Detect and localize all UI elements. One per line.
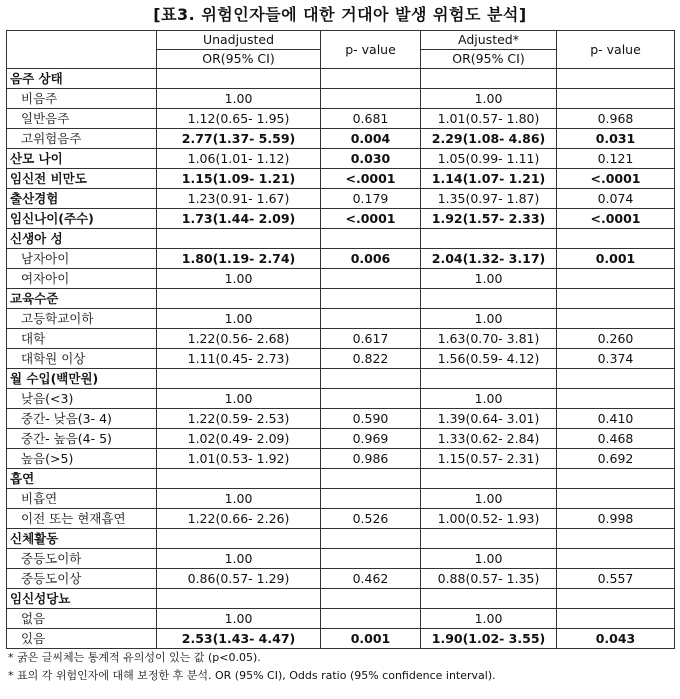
- unadjusted-p: [321, 229, 421, 249]
- unadjusted-p: [321, 529, 421, 549]
- table-row: [7, 549, 675, 569]
- unadjusted-or: 1.11(0.45- 2.73): [157, 349, 321, 369]
- row-label: 임신성당뇨: [7, 589, 157, 609]
- table-row: [7, 269, 675, 289]
- header-adjusted: Adjusted*: [421, 31, 557, 50]
- adjusted-p: [557, 549, 675, 569]
- adjusted-or: 1.33(0.62- 2.84): [421, 429, 557, 449]
- adjusted-p: 0.374: [557, 349, 675, 369]
- row-label: 출산경험: [7, 189, 157, 209]
- unadjusted-or: 0.86(0.57- 1.29): [157, 569, 321, 589]
- unadjusted-or: 1.15(1.09- 1.21): [157, 169, 321, 189]
- unadjusted-p: 0.969: [321, 429, 421, 449]
- table-row: [7, 609, 675, 629]
- adjusted-p: [557, 369, 675, 389]
- unadjusted-p: <.0001: [321, 209, 421, 229]
- unadjusted-or: 1.06(1.01- 1.12): [157, 149, 321, 169]
- unadjusted-p: [321, 69, 421, 89]
- adjusted-p: [557, 609, 675, 629]
- adjusted-or: 1.63(0.70- 3.81): [421, 329, 557, 349]
- adjusted-p: 0.121: [557, 149, 675, 169]
- row-label: 월 수입(백만원): [7, 369, 157, 389]
- unadjusted-p: [321, 269, 421, 289]
- unadjusted-p: [321, 549, 421, 569]
- row-label: 중등도이하: [7, 549, 157, 569]
- row-label: 있음: [7, 629, 157, 649]
- row-label: 고위험음주: [7, 129, 157, 149]
- unadjusted-p: 0.526: [321, 509, 421, 529]
- adjusted-or: 1.90(1.02- 3.55): [421, 629, 557, 649]
- adjusted-p: 0.968: [557, 109, 675, 129]
- unadjusted-or: 1.22(0.56- 2.68): [157, 329, 321, 349]
- adjusted-or: 0.88(0.57- 1.35): [421, 569, 557, 589]
- row-label: 신생아 성: [7, 229, 157, 249]
- unadjusted-p: 0.179: [321, 189, 421, 209]
- unadjusted-p: 0.462: [321, 569, 421, 589]
- table-row: [7, 209, 675, 229]
- table-row: [7, 629, 675, 649]
- adjusted-or: 1.00(0.52- 1.93): [421, 509, 557, 529]
- table-row: [7, 509, 675, 529]
- adjusted-p: [557, 469, 675, 489]
- unadjusted-or: 1.02(0.49- 2.09): [157, 429, 321, 449]
- unadjusted-p: [321, 309, 421, 329]
- row-label: 교육수준: [7, 289, 157, 309]
- adjusted-p: 0.557: [557, 569, 675, 589]
- adjusted-or: 1.92(1.57- 2.33): [421, 209, 557, 229]
- adjusted-or: 2.29(1.08- 4.86): [421, 129, 557, 149]
- unadjusted-or: 1.23(0.91- 1.67): [157, 189, 321, 209]
- unadjusted-p: 0.590: [321, 409, 421, 429]
- row-label: 비음주: [7, 89, 157, 109]
- unadjusted-or: [157, 229, 321, 249]
- adjusted-or: 1.15(0.57- 2.31): [421, 449, 557, 469]
- unadjusted-p: [321, 469, 421, 489]
- table-title: [표3. 위험인자들에 대한 거대아 발생 위험도 분석]: [153, 5, 527, 24]
- table-row: [7, 289, 675, 309]
- row-label: 고등학교이하: [7, 309, 157, 329]
- adjusted-p: [557, 489, 675, 509]
- row-label: 일반음주: [7, 109, 157, 129]
- table-row: [7, 109, 675, 129]
- unadjusted-or: 1.00: [157, 489, 321, 509]
- row-label: 비흡연: [7, 489, 157, 509]
- row-label: 대학: [7, 329, 157, 349]
- unadjusted-or: [157, 369, 321, 389]
- row-label: 임신전 비만도: [7, 169, 157, 189]
- adjusted-p: 0.468: [557, 429, 675, 449]
- row-label: 산모 나이: [7, 149, 157, 169]
- table-row: [7, 449, 675, 469]
- adjusted-p: 0.260: [557, 329, 675, 349]
- footnote-2: * 표의 각 위험인자에 대해 보정한 후 분석. OR (95% CI), Odds ratio (95% confidence interval).: [8, 669, 496, 682]
- table-row: [7, 89, 675, 109]
- adjusted-or: [421, 369, 557, 389]
- unadjusted-p: 0.617: [321, 329, 421, 349]
- unadjusted-or: 1.00: [157, 609, 321, 629]
- unadjusted-p: [321, 369, 421, 389]
- row-label: 중간- 높음(4- 5): [7, 429, 157, 449]
- unadjusted-or: 1.12(0.65- 1.95): [157, 109, 321, 129]
- adjusted-or: [421, 229, 557, 249]
- adjusted-or: 1.14(1.07- 1.21): [421, 169, 557, 189]
- adjusted-p: [557, 589, 675, 609]
- row-label: 이전 또는 현재흡연: [7, 509, 157, 529]
- adjusted-or: [421, 589, 557, 609]
- adjusted-or: 1.00: [421, 89, 557, 109]
- row-label: 임신나이(주수): [7, 209, 157, 229]
- table-row: [7, 529, 675, 549]
- unadjusted-p: 0.001: [321, 629, 421, 649]
- adjusted-or: 1.00: [421, 389, 557, 409]
- adjusted-p: [557, 269, 675, 289]
- header-or-ci-unadjusted: OR(95% CI): [157, 50, 321, 69]
- unadjusted-or: 1.00: [157, 549, 321, 569]
- header-or-ci-adjusted: OR(95% CI): [421, 50, 557, 69]
- table-row: [7, 349, 675, 369]
- row-label: 중간- 낮음(3- 4): [7, 409, 157, 429]
- header-unadjusted: Unadjusted: [157, 31, 321, 50]
- adjusted-p: 0.692: [557, 449, 675, 469]
- adjusted-p: [557, 389, 675, 409]
- adjusted-or: [421, 529, 557, 549]
- row-label: 중등도이상: [7, 569, 157, 589]
- table-row: [7, 369, 675, 389]
- unadjusted-p: [321, 289, 421, 309]
- unadjusted-p: [321, 389, 421, 409]
- unadjusted-p: [321, 609, 421, 629]
- adjusted-p: [557, 89, 675, 109]
- unadjusted-or: 1.00: [157, 269, 321, 289]
- unadjusted-or: [157, 289, 321, 309]
- unadjusted-or: 1.73(1.44- 2.09): [157, 209, 321, 229]
- adjusted-p: [557, 289, 675, 309]
- footnote-1: * 굵은 글씨체는 통계적 유의성이 있는 값 (p<0.05).: [8, 651, 261, 664]
- unadjusted-or: 1.01(0.53- 1.92): [157, 449, 321, 469]
- unadjusted-or: 1.00: [157, 309, 321, 329]
- adjusted-or: 1.00: [421, 309, 557, 329]
- unadjusted-or: 1.00: [157, 89, 321, 109]
- table-row: [7, 249, 675, 269]
- unadjusted-p: [321, 489, 421, 509]
- adjusted-or: 1.00: [421, 489, 557, 509]
- header-row-1: [7, 31, 675, 50]
- adjusted-or: 2.04(1.32- 3.17): [421, 249, 557, 269]
- unadjusted-p: [321, 89, 421, 109]
- adjusted-p: [557, 529, 675, 549]
- unadjusted-or: [157, 589, 321, 609]
- adjusted-or: 1.00: [421, 549, 557, 569]
- row-label: 음주 상태: [7, 69, 157, 89]
- table-row: [7, 129, 675, 149]
- table-container: [6, 30, 674, 685]
- adjusted-or: [421, 69, 557, 89]
- adjusted-or: [421, 469, 557, 489]
- header-blank: [7, 31, 157, 69]
- unadjusted-p: 0.986: [321, 449, 421, 469]
- unadjusted-or: [157, 469, 321, 489]
- table-row: [7, 309, 675, 329]
- adjusted-or: 1.05(0.99- 1.11): [421, 149, 557, 169]
- risk-factor-table: [6, 30, 675, 649]
- unadjusted-or: 2.77(1.37- 5.59): [157, 129, 321, 149]
- unadjusted-p: [321, 589, 421, 609]
- table-row: [7, 389, 675, 409]
- adjusted-p: [557, 309, 675, 329]
- table-row: [7, 189, 675, 209]
- table-row: [7, 489, 675, 509]
- footnotes: [6, 649, 674, 685]
- unadjusted-p: 0.006: [321, 249, 421, 269]
- adjusted-p: <.0001: [557, 209, 675, 229]
- row-label: 높음(>5): [7, 449, 157, 469]
- row-label: 없음: [7, 609, 157, 629]
- header-p-value-adjusted: p- value: [557, 31, 675, 69]
- row-label: 남자아이: [7, 249, 157, 269]
- row-label: 신체활동: [7, 529, 157, 549]
- adjusted-p: 0.031: [557, 129, 675, 149]
- unadjusted-p: 0.030: [321, 149, 421, 169]
- table-row: [7, 429, 675, 449]
- adjusted-or: 1.00: [421, 609, 557, 629]
- table-row: [7, 169, 675, 189]
- unadjusted-or: 1.00: [157, 389, 321, 409]
- unadjusted-p: <.0001: [321, 169, 421, 189]
- adjusted-or: 1.56(0.59- 4.12): [421, 349, 557, 369]
- row-label: 대학원 이상: [7, 349, 157, 369]
- table-row: [7, 229, 675, 249]
- table-row: [7, 469, 675, 489]
- unadjusted-or: 1.22(0.66- 2.26): [157, 509, 321, 529]
- table-row: [7, 589, 675, 609]
- adjusted-p: [557, 229, 675, 249]
- table-row: [7, 329, 675, 349]
- adjusted-p: 0.001: [557, 249, 675, 269]
- adjusted-or: 1.01(0.57- 1.80): [421, 109, 557, 129]
- unadjusted-p: 0.004: [321, 129, 421, 149]
- adjusted-p: <.0001: [557, 169, 675, 189]
- unadjusted-or: [157, 69, 321, 89]
- unadjusted-p: 0.822: [321, 349, 421, 369]
- adjusted-or: [421, 289, 557, 309]
- adjusted-p: 0.043: [557, 629, 675, 649]
- adjusted-or: 1.39(0.64- 3.01): [421, 409, 557, 429]
- adjusted-p: 0.410: [557, 409, 675, 429]
- table-row: [7, 569, 675, 589]
- table-row: [7, 149, 675, 169]
- unadjusted-p: 0.681: [321, 109, 421, 129]
- row-label: 낮음(<3): [7, 389, 157, 409]
- unadjusted-or: [157, 529, 321, 549]
- row-label: 흡연: [7, 469, 157, 489]
- table-row: [7, 409, 675, 429]
- table-row: [7, 69, 675, 89]
- unadjusted-or: 1.80(1.19- 2.74): [157, 249, 321, 269]
- unadjusted-or: 2.53(1.43- 4.47): [157, 629, 321, 649]
- adjusted-or: 1.35(0.97- 1.87): [421, 189, 557, 209]
- header-p-value-unadjusted: p- value: [321, 31, 421, 69]
- unadjusted-or: 1.22(0.59- 2.53): [157, 409, 321, 429]
- adjusted-or: 1.00: [421, 269, 557, 289]
- adjusted-p: 0.074: [557, 189, 675, 209]
- adjusted-p: 0.998: [557, 509, 675, 529]
- row-label: 여자아이: [7, 269, 157, 289]
- adjusted-p: [557, 69, 675, 89]
